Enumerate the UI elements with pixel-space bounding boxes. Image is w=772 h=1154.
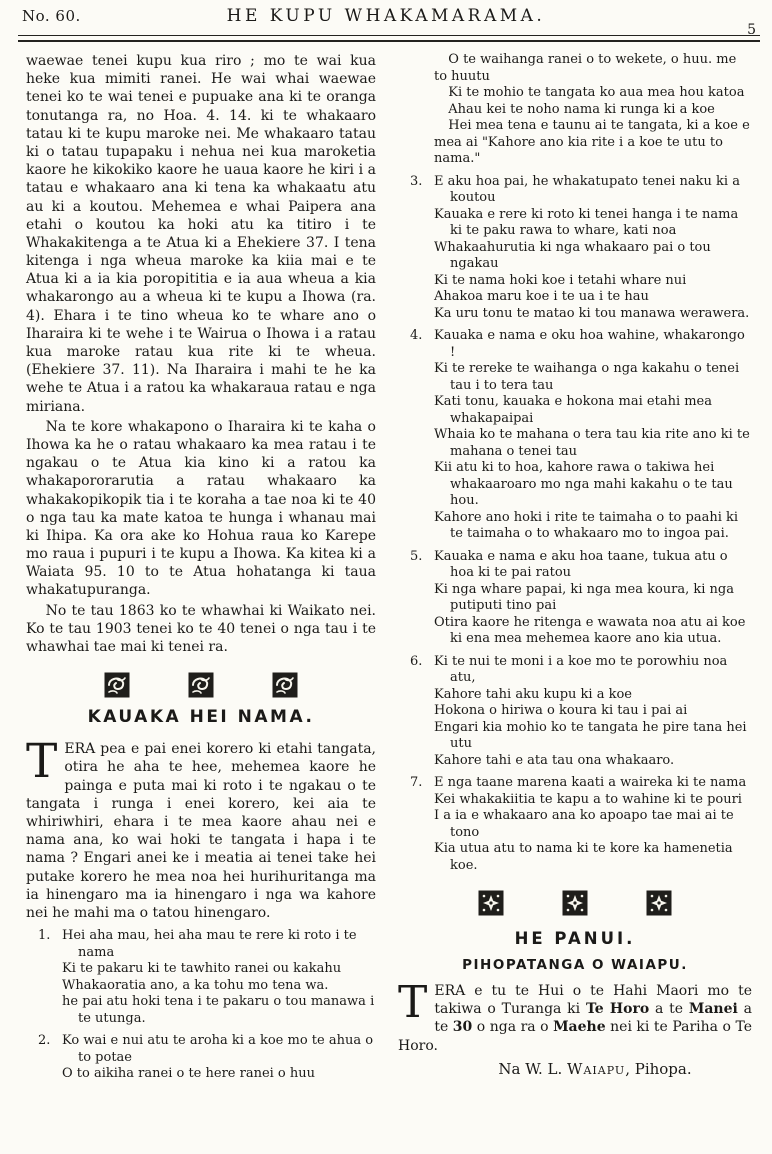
- paragraph: [26, 734, 376, 922]
- verse-line: Kauaka e rere ki roto ki tenei hanga i te nama ki te paku rawa to whare, kati noa: [434, 206, 739, 238]
- list-item: [398, 174, 752, 323]
- paragraph-text: a te: [649, 1001, 689, 1018]
- item-number: 6.: [410, 653, 423, 669]
- verse-line: he pai atu hoki tena i te pakaru o tou manawa i te utunga.: [62, 994, 375, 1026]
- bold-text: Maehe: [553, 1019, 606, 1036]
- paragraph-text: nei ki te Pariha o Te Horo.: [398, 1019, 752, 1054]
- verse-line: O te waihanga ranei o to wekete, o huu. me to huutu: [434, 52, 737, 84]
- verse-line: Hei aha mau, hei aha mau te rere ki roto i te nama: [62, 928, 357, 960]
- list-item: [26, 928, 376, 1027]
- verse-list: [398, 174, 752, 875]
- verse-line: E aku hoa pai, he whakatupato tenei naku ki a koutou: [434, 173, 740, 205]
- left-column: [26, 52, 376, 1089]
- right-column: [398, 52, 752, 1079]
- item-number: 1.: [38, 928, 51, 944]
- item-number: 7.: [410, 775, 423, 790]
- list-item: [398, 775, 752, 874]
- header-rule: [18, 35, 760, 42]
- signature-name: Waiapu: [567, 1059, 626, 1078]
- verse-line: I a ia e whakaaro ana ko apoapo tae mai ai te tono: [434, 808, 734, 840]
- floral-fleuron-icon: [562, 890, 588, 916]
- item-number: 3.: [410, 173, 423, 189]
- verse-line: Otira kaore he ritenga e wawata noa atu ai koe ki ena mea mehemea kaore ano kia utua.: [434, 614, 746, 646]
- notice-heading: HE PANUI.: [514, 929, 636, 948]
- verse-line: Ahakoa maru koe i te ua i te hau: [434, 289, 649, 304]
- notice-paragraph: [398, 976, 752, 1055]
- paragraph: waewae tenei kupu kua riro ; mo te wai kua heke kua mimiti ranei. He wai whai waewae tenei ko te wai tenei e pupuake ana ki te oranga tonutanga ra, no Hoa. 4. 14. ki te whakaaro tatau ki te kupu maroke nei. Me whakaaro tatau ki o tatau tupapaku i nehua nei kua maroketia kaore he kikokiko kaore he uaua kaore he kiri i a tatau e whakaaro ana ki tena ka whakaatu atu au ki a koutou. Mehemea e whai Paipera ana etahi o koutou ka hoki atu ka titiro i te Whakakitenga a te Atua ki a Ehekiere 37. I tena kitenga i nga wheua maroke ka kiia mai e te Atua ki a ia kia poropititia e ia aua wheua a kia whakarongo au a wheua ki te kupu a Ihowa (ra. 4). Ehara i te tino wheua ko te whare ano o Iharaira ki te wehe i te Wairua o Ihowa i a ratau kua maroke ratau kua rite ki te wheua. (Ehekiere 37. 11). Na Iharaira i mahi te he ka wehe te Atua i a ratou ka whakaraua ratau e nga miriana.: [26, 53, 376, 415]
- verse-line: E nga taane marena kaati a waireka ki te nama: [434, 775, 747, 790]
- masthead-title: HE KUPU WHAKAMARAMA.: [226, 6, 546, 26]
- item-number: 4.: [410, 328, 423, 343]
- paragraph-text: o nga ra o: [472, 1019, 554, 1036]
- signature-line: [438, 1060, 752, 1080]
- notice-subheading: PIHOPATANGA O WAIAPU.: [462, 957, 688, 974]
- verse-line: Ahau kei te noho nama ki runga ki a koe: [448, 101, 715, 117]
- drop-cap: T: [398, 976, 428, 1028]
- verse-list: [26, 928, 376, 1083]
- verse-list-continuation: [398, 52, 752, 168]
- item-number: 5.: [410, 548, 423, 564]
- verse-line: Engari kia mohio ko te tangata he pire tana hei utu: [434, 719, 747, 751]
- verse-line: Ki te nama hoki koe i tetahi whare nui: [434, 272, 687, 288]
- signature-suffix: , Pihopa.: [625, 1059, 692, 1078]
- verse-line: Ki te rereke te waihanga o nga kakahu o tenei tau i to tera tau: [434, 361, 740, 393]
- bold-text: 30: [452, 1019, 473, 1036]
- verse-line: Hei mea tena e taunu ai te tangata, ki a koe e mea ai "Kahore ano kia rite i a koe te utu to nama.": [434, 118, 750, 166]
- verse-line: Whaia ko te mahana o tera tau kia rite ano ki te mahana o tenei tau: [434, 427, 750, 459]
- floral-fleuron-icon: [646, 890, 672, 916]
- paragraph: Na te kore whakapono o Iharaira ki te kaha o Ihowa ka he o ratau whakaaro ka mea ratau i te ngakau o te Atua kia kino ki a ratou ka whakapororarutia a ratau whakaaro ka whakakopikopik tia i te koraha a tae noa ki te 40 o nga tau ka mate katoa te hunga i whanau mai ki Ihipa. Ka ora ake ko Hohua raua ko Karepe mo raua i pupuri i te kupu a Ihowa. Ka kitea ki a Waiata 95. 10 to te Atua hohatanga ki taua whakatupuranga.: [26, 418, 376, 599]
- section-heading: KAUAKA HEI NAMA.: [87, 707, 315, 728]
- paragraph-text: ERA e tu te Hui o te Hahi Maori mo te takiwa o Turanga ki: [434, 982, 752, 1018]
- verse-line: Ki te pakaru ki te tawhito ranei ou kakahu: [62, 961, 342, 977]
- verse-line: Whakaoratia ano, a ka tohu mo tena wa.: [62, 977, 329, 993]
- ornament-row: [26, 672, 376, 698]
- list-item: [398, 654, 752, 770]
- page-number: 5: [747, 22, 756, 38]
- verse-line: Kei whakakiitia te kapu a to wahine ki te pouri: [434, 791, 742, 807]
- verse-line: Ka uru tonu te matao ki tou manawa werawera.: [434, 305, 750, 321]
- item-number: 2.: [38, 1033, 51, 1049]
- verse-line: Kauaka e nama e oku hoa wahine, whakarongo !: [434, 328, 745, 360]
- list-item: [26, 1033, 376, 1083]
- signature-prefix: Na W. L.: [498, 1059, 568, 1078]
- verse-line: Kii atu ki to hoa, kahore rawa o takiwa hei whakaaroaro mo nga mahi kakahu o te tau hou.: [434, 460, 733, 508]
- verse-line: Ki te mohio te tangata ko aua mea hou katoa: [448, 85, 745, 100]
- verse-line: Whakaahurutia ki nga whakaaro pai o tou ngakau: [434, 239, 711, 271]
- verse-line: Kahore ano hoki i rite te taimaha o to paahi ki te taimaha o to whakaaro mo to ingoa pai.: [434, 509, 739, 541]
- list-item: [398, 549, 752, 648]
- swirl-fleuron-icon: [272, 672, 298, 698]
- drop-cap: T: [26, 734, 58, 790]
- verse-line: Hokona o hiriwa o koura ki tau i pai ai: [434, 703, 688, 718]
- issue-number: No. 60.: [22, 7, 81, 25]
- list-item: [398, 328, 752, 543]
- ornament-row: [398, 890, 752, 916]
- verse-line: Kahore tahi e ata tau ona whakaaro.: [434, 752, 675, 768]
- verse-line: O to aikiha ranei o te here ranei o huu: [62, 1066, 316, 1082]
- verse-line: Kauaka e nama e aku hoa taane, tukua atu o hoa ki te pai ratou: [434, 548, 728, 580]
- verse-line: Ki te nui te moni i a koe mo te porowhiu noa atu,: [434, 653, 728, 685]
- paragraph-text: ERA pea e pai enei korero ki etahi tangata, otira he aha te hee, mehemea kaore he painga e puta mai ki roto i te ngakau o te tangata i runga i enei korero, kei aia te whiriwhiri, ehara i te mea kaore ahau nei e nama ana, ko wai hoki te tangata i hapa i te nama ? Engari anei ke i meatia ai tenei take hei putake korero he mea noa hei hurihuritanga ma ia hinengaro ma ia hinengaro i nga wa kahore nei he mahi ma o tatou hinengaro.: [26, 741, 376, 921]
- verse-line: Kia utua atu to nama ki te kore ka hamenetia koe.: [434, 841, 733, 873]
- list-item-continuation: [398, 52, 752, 168]
- floral-fleuron-icon: [478, 890, 504, 916]
- verse-line: Ko wai e nui atu te aroha ki a koe mo te ahua o to potae: [62, 1033, 374, 1065]
- verse-line: Kahore tahi aku kupu ki a koe: [434, 686, 632, 702]
- swirl-fleuron-icon: [188, 672, 214, 698]
- verse-line: Ki nga whare papai, ki nga mea koura, ki nga putiputi tino pai: [434, 581, 735, 613]
- bold-text: Te Horo: [585, 1001, 650, 1018]
- bold-text: Manei: [688, 1001, 738, 1018]
- swirl-fleuron-icon: [104, 672, 130, 698]
- verse-line: Kati tonu, kauaka e hokona mai etahi mea whakapaipai: [434, 394, 713, 426]
- paragraph-text: a te: [434, 1001, 752, 1036]
- paragraph: No te tau 1863 ko te whawhai ki Waikato nei. Ko te tau 1903 tenei ko te 40 tenei o nga tau i te whawhai tae mai ki tenei ra.: [26, 602, 376, 655]
